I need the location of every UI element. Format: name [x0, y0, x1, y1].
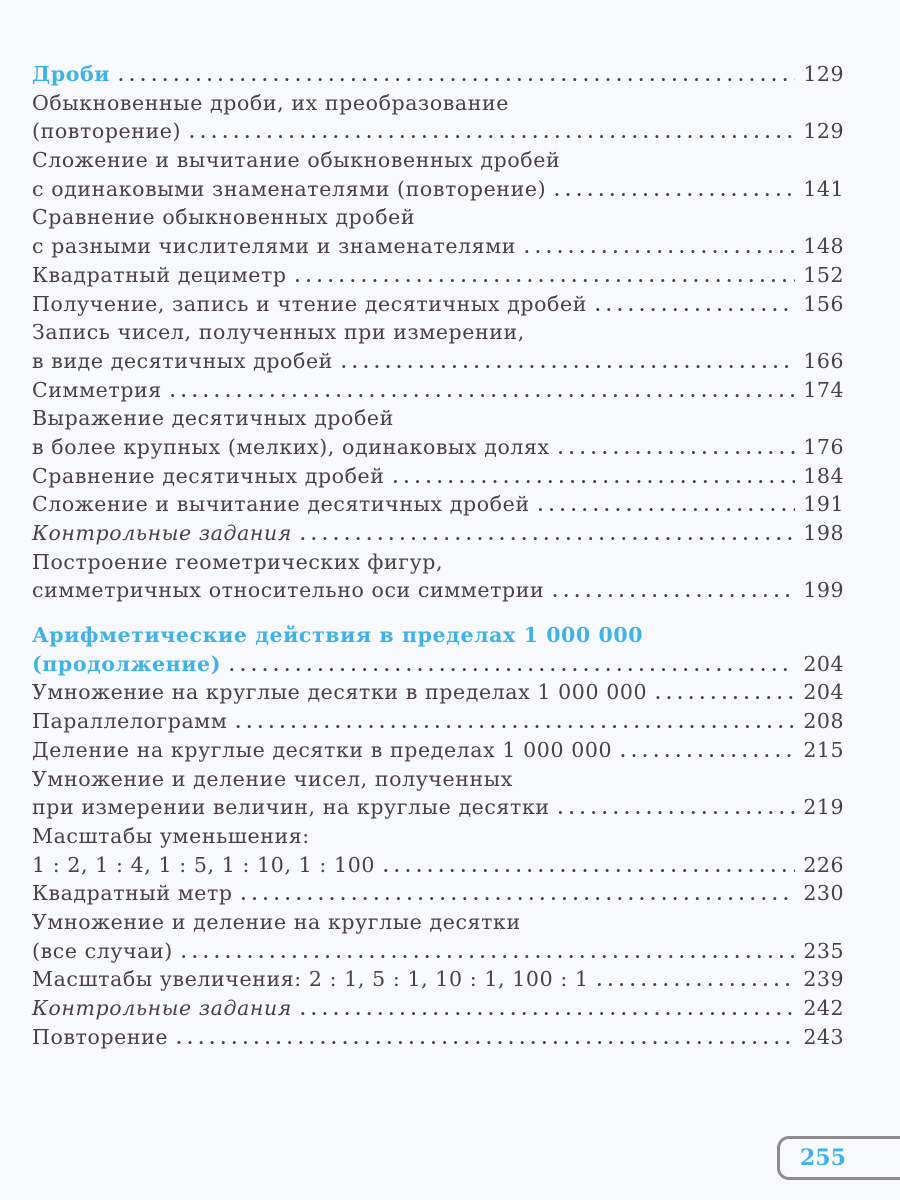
leader-dots [229, 652, 795, 681]
leader-dots [235, 709, 795, 738]
toc-entry [32, 433, 844, 462]
toc-entry-text: Запись чисел, полученных при измерении, [32, 320, 525, 345]
page-ref: 239 [803, 967, 844, 992]
table-of-contents [32, 60, 844, 1067]
toc-entry [32, 765, 844, 794]
toc-entry [32, 376, 844, 405]
toc-entry-text: в виде десятичных дробей [32, 348, 333, 373]
page-ref: 184 [803, 463, 844, 488]
page-ref: 230 [803, 881, 844, 906]
toc-entry-text: Масштабы увеличения: 2 : 1, 5 : 1, 10 : 1, 100 : 1 [32, 967, 589, 992]
section-heading-text: (продолжение) [32, 651, 221, 676]
section-heading [32, 650, 844, 679]
leader-dots [655, 680, 795, 709]
section-heading [32, 621, 844, 650]
page-ref: 208 [803, 709, 844, 734]
page-ref: 141 [803, 176, 844, 201]
toc-entry [32, 404, 844, 433]
page-ref: 215 [803, 737, 844, 762]
page-ref: 129 [803, 62, 844, 86]
toc-entry [32, 519, 844, 548]
toc-entry-text: Симметрия [32, 377, 162, 402]
page-ref: 129 [803, 119, 844, 144]
toc-entry-text: Умножение на круглые десятки в пределах 1 000 000 [32, 680, 648, 705]
leader-dots [341, 349, 795, 378]
section-heading [32, 60, 844, 89]
leader-dots [383, 853, 795, 882]
toc-entry-text: (повторение) [32, 119, 182, 144]
leader-dots [393, 464, 796, 493]
toc-entry-text: Выражение десятичных дробей [32, 406, 394, 431]
toc-entry [32, 146, 844, 175]
toc-entry [32, 89, 844, 118]
page-ref: 166 [803, 348, 844, 373]
toc-entry-text: Масштабы уменьшения: [32, 823, 310, 848]
leader-dots [295, 263, 796, 292]
toc-entry [32, 232, 844, 261]
page-number: 255 [800, 1145, 846, 1171]
toc-entry [32, 851, 844, 880]
page-ref: 191 [803, 492, 844, 517]
toc-entry-text: Деление на круглые десятки в пределах 1 000 000 [32, 737, 613, 762]
page-ref: 198 [803, 521, 844, 545]
toc-entry [32, 318, 844, 347]
page-ref: 226 [803, 852, 844, 877]
toc-entry [32, 965, 844, 994]
leader-dots [176, 1025, 795, 1054]
toc-entry-text: в более крупных (мелких), одинаковых долях [32, 434, 550, 459]
page-ref: 204 [803, 680, 844, 705]
toc-entry [32, 793, 844, 822]
leader-dots [300, 521, 795, 550]
toc-entry-text: Получение, запись и чтение десятичных дробей [32, 291, 587, 316]
leader-dots [538, 492, 796, 521]
section-heading-text: Арифметические действия в пределах 1 000 000 [32, 623, 644, 648]
toc-entry [32, 707, 844, 736]
toc-entry-text: Умножение и деление на круглые десятки [32, 909, 521, 934]
toc-entry-text: Повторение [32, 1024, 169, 1049]
toc-entry [32, 576, 844, 605]
page-ref: 204 [803, 651, 844, 676]
toc-section [32, 60, 844, 605]
toc-entry-text: Квадратный метр [32, 881, 233, 906]
toc-entry-text: при измерении величин, на круглые десятки [32, 795, 550, 820]
toc-entry [32, 462, 844, 491]
section-heading-text: Дроби [32, 62, 111, 86]
toc-entry-text: Сравнение обыкновенных дробей [32, 205, 416, 230]
toc-entry [32, 937, 844, 966]
toc-entry-text: (все случаи) [32, 938, 173, 963]
toc-entry-text: с одинаковыми знаменателями (повторение) [32, 176, 547, 201]
toc-entry-text: Контрольные задания [32, 521, 292, 545]
toc-entry-text: Контрольные задания [32, 996, 292, 1020]
leader-dots [170, 378, 796, 407]
leader-dots [241, 881, 796, 910]
leader-dots [118, 62, 795, 91]
toc-entry-text: Сравнение десятичных дробей [32, 463, 385, 488]
toc-entry [32, 908, 844, 937]
toc-entry-text: Сложение и вычитание десятичных дробей [32, 492, 530, 517]
toc-entry [32, 290, 844, 319]
page-ref: 243 [803, 1024, 844, 1049]
toc-entry-text: 1 : 2, 1 : 4, 1 : 5, 1 : 10, 1 : 100 [32, 852, 375, 877]
toc-entry-text: Построение геометрических фигур, [32, 549, 444, 574]
toc-entry [32, 261, 844, 290]
toc-entry-text: с разными числителями и знаменателями [32, 234, 517, 259]
page-ref: 235 [803, 938, 844, 963]
toc-entry [32, 879, 844, 908]
leader-dots [620, 738, 795, 767]
page-number-badge [777, 1136, 900, 1180]
toc-entry [32, 736, 844, 765]
toc-entry [32, 822, 844, 851]
toc-entry [32, 678, 844, 707]
page-ref: 176 [803, 434, 844, 459]
toc-entry [32, 347, 844, 376]
leader-dots [300, 996, 795, 1025]
toc-entry [32, 490, 844, 519]
toc-entry-text: Обыкновенные дроби, их преобразование [32, 90, 510, 115]
toc-entry [32, 1023, 844, 1052]
leader-dots [597, 967, 796, 996]
page-ref: 199 [803, 578, 844, 603]
toc-section [32, 621, 844, 1051]
leader-dots [554, 177, 795, 206]
leader-dots [189, 119, 795, 148]
toc-entry [32, 994, 844, 1023]
leader-dots [552, 578, 795, 607]
page-ref: 148 [803, 234, 844, 259]
toc-entry-text: симметричных относительно оси симметрии [32, 578, 545, 603]
toc-entry [32, 175, 844, 204]
page-ref: 152 [803, 262, 844, 287]
page-ref: 156 [803, 291, 844, 316]
leader-dots [558, 795, 796, 824]
toc-entry-text: Параллелограмм [32, 709, 228, 734]
page-ref: 174 [803, 377, 844, 402]
leader-dots [558, 435, 796, 464]
leader-dots [524, 234, 795, 263]
page-ref: 219 [803, 795, 844, 820]
toc-entry-text: Сложение и вычитание обыкновенных дробей [32, 148, 561, 173]
toc-entry-text: Умножение и деление чисел, полученных [32, 766, 513, 791]
toc-entry [32, 117, 844, 146]
toc-entry-text: Квадратный дециметр [32, 262, 287, 287]
leader-dots [181, 939, 795, 968]
page-ref: 242 [803, 996, 844, 1020]
toc-entry [32, 548, 844, 577]
leader-dots [595, 292, 795, 321]
toc-entry [32, 203, 844, 232]
